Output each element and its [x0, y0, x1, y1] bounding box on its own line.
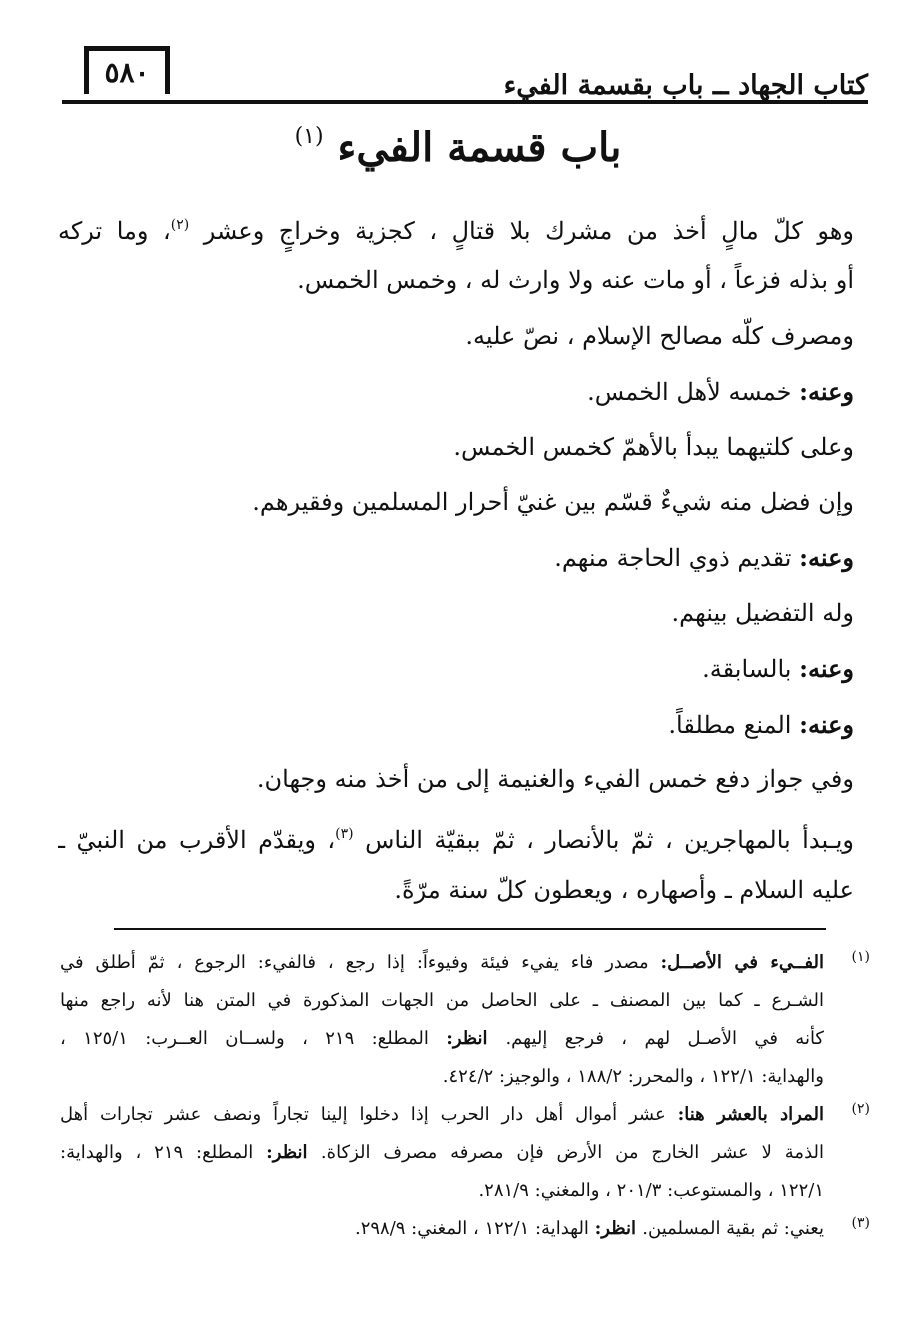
paragraph-text: أو بذله فزعاً ، أو مات عنه ولا وارث له ، وخمس الخمس.: [297, 266, 854, 295]
paragraph-text: وهو كلّ مالٍ أخذ من مشرك بلا قتالٍ ، كجزية وخراجٍ وعشر: [189, 217, 854, 245]
paragraph-text: خمسه لأهل الخمس.: [587, 378, 800, 407]
footnote-term: المراد بالعشر هنا:: [677, 1104, 824, 1125]
body-paragraph: [58, 752, 854, 807]
footnote-line: [60, 1210, 824, 1248]
body-paragraph: [58, 475, 854, 530]
paragraph-lead: وعنه:: [799, 543, 854, 573]
footnote-separator: [114, 928, 826, 930]
footnote-ref: (٢): [170, 217, 190, 233]
paragraph-text: المنع مطلقاً.: [668, 710, 800, 739]
footnote-line: [60, 1172, 824, 1210]
body-paragraph: [58, 253, 854, 308]
body-paragraph: [58, 807, 854, 862]
footnote-line: [60, 1096, 824, 1134]
footnote-text: كأنه في الأصـل لهم ، فرجع إليهم.: [505, 1028, 824, 1049]
body-paragraph: [58, 586, 854, 641]
footnote-number: (٣): [851, 1215, 870, 1231]
footnote-ref: (٣): [335, 826, 354, 843]
paragraph-text: تقديم ذوي الحاجة منهم.: [554, 544, 800, 573]
footnote-line: [60, 1020, 824, 1058]
body-paragraph: [58, 530, 854, 585]
footnote-text: والهداية: ١٢٢/١ ، والمحرر: ١٨٨/٢ ، والوجيز: ٤٢٤/٢.: [442, 1066, 824, 1087]
chapter-title-text: باب قسمة الفيء: [337, 124, 622, 171]
body-paragraph: [58, 309, 854, 364]
paragraph-text: وله التفضيل بينهم.: [671, 598, 854, 627]
page-number-text: ٥٨٠: [104, 56, 150, 89]
footnote-citation: الهداية: ١٢٢/١ ، المغني: ٢٩٨/٩.: [354, 1218, 595, 1239]
footnote-text: مصدر فاء يفيء فيئة وفيوءاً: إذا رجع ، فالفيء: الرجوع ، ثمّ أطلق في: [60, 952, 661, 973]
paragraph-text: بالسابقة.: [702, 655, 800, 684]
paragraph-text: ويـبدأ بالمهاجرين ، ثمّ بالأنصار ، ثمّ ببقيّة الناس: [353, 826, 854, 855]
footnote-text: الذمة لا عشر الخارج من الأرض فإن مصرفه مصرف الزكاة.: [320, 1142, 824, 1163]
paragraph-text: ومصرف كلّه مصالح الإسلام ، نصّ عليه.: [465, 321, 854, 350]
body-paragraph: [58, 697, 854, 752]
paragraph-text-cont: ، وما تركه: [58, 217, 171, 245]
body-paragraph: [58, 641, 854, 696]
footnote: [60, 944, 870, 1096]
footnote-citation: المطلع: ٢١٩ ، والهداية:: [60, 1142, 267, 1163]
body-paragraph: [58, 863, 854, 918]
footnote-text: الشـرع ـ كما بين المصنف ـ على الحاصل من الجهات المذكورة في المتن هنا لأنه راجع منها: [60, 990, 824, 1011]
footnote-text: يعني: ثم بقية المسلمين.: [642, 1218, 824, 1239]
paragraph-lead: وعنه:: [799, 709, 854, 739]
chapter-title: [0, 124, 916, 171]
page-number: [84, 46, 170, 94]
body-paragraph: [58, 198, 854, 253]
footnote-line: [60, 944, 824, 982]
footnote-see-label: انظر:: [266, 1142, 321, 1163]
footnote-see-label: انظر:: [594, 1218, 643, 1239]
footnote-number: (١): [851, 949, 870, 965]
footnote-line: [60, 1134, 824, 1172]
paragraph-text-cont: ، ويقدّم الأقرب من النبيّ ـ: [58, 826, 336, 855]
footnotes: [60, 944, 870, 1248]
footnote-text: ١٢٢/١ ، والمستوعب: ٢٠١/٣ ، والمغني: ٢٨١/٩.: [478, 1180, 824, 1201]
footnote-number: (٢): [851, 1101, 870, 1117]
paragraph-text: عليه السلام ـ وأصهاره ، ويعطون كلّ سنة مرّةً.: [394, 875, 854, 904]
footnote: [60, 1210, 870, 1248]
paragraph-lead: وعنه:: [799, 377, 854, 407]
body-paragraph: [58, 420, 854, 475]
footnote: [60, 1096, 870, 1210]
body-paragraph: [58, 364, 854, 419]
footnote-term: الفــيء في الأصــل:: [660, 952, 824, 973]
footnote-see-label: انظر:: [446, 1028, 506, 1049]
footnote-line: [60, 982, 824, 1020]
footnote-citation: المطلع: ٢١٩ ، ولســان العــرب: ١٢٥/١ ،: [60, 1028, 447, 1049]
paragraph-text: وإن فضل منه شيءٌ قسّم بين غنيّ أحرار المسلمين وفقيرهم.: [252, 487, 854, 516]
paragraph-text: وفي جواز دفع خمس الفيء والغنيمة إلى من أخذ منه وجهان.: [256, 764, 854, 793]
footnote-line: [60, 1058, 824, 1096]
paragraph-lead: وعنه:: [799, 654, 854, 684]
header-rule: [62, 100, 868, 104]
body-text: [58, 198, 854, 918]
footnote-text: عشر أموال أهل دار الحرب إذا دخلوا إلينا تجاراً ونصف عشر تجارات أهل: [60, 1104, 678, 1125]
chapter-footnote-ref: (١): [294, 124, 324, 149]
paragraph-text: وعلى كلتيهما يبدأ بالأهمّ كخمس الخمس.: [453, 432, 854, 461]
running-header: كتاب الجهاد ــ باب بقسمة الفيء: [503, 70, 868, 101]
